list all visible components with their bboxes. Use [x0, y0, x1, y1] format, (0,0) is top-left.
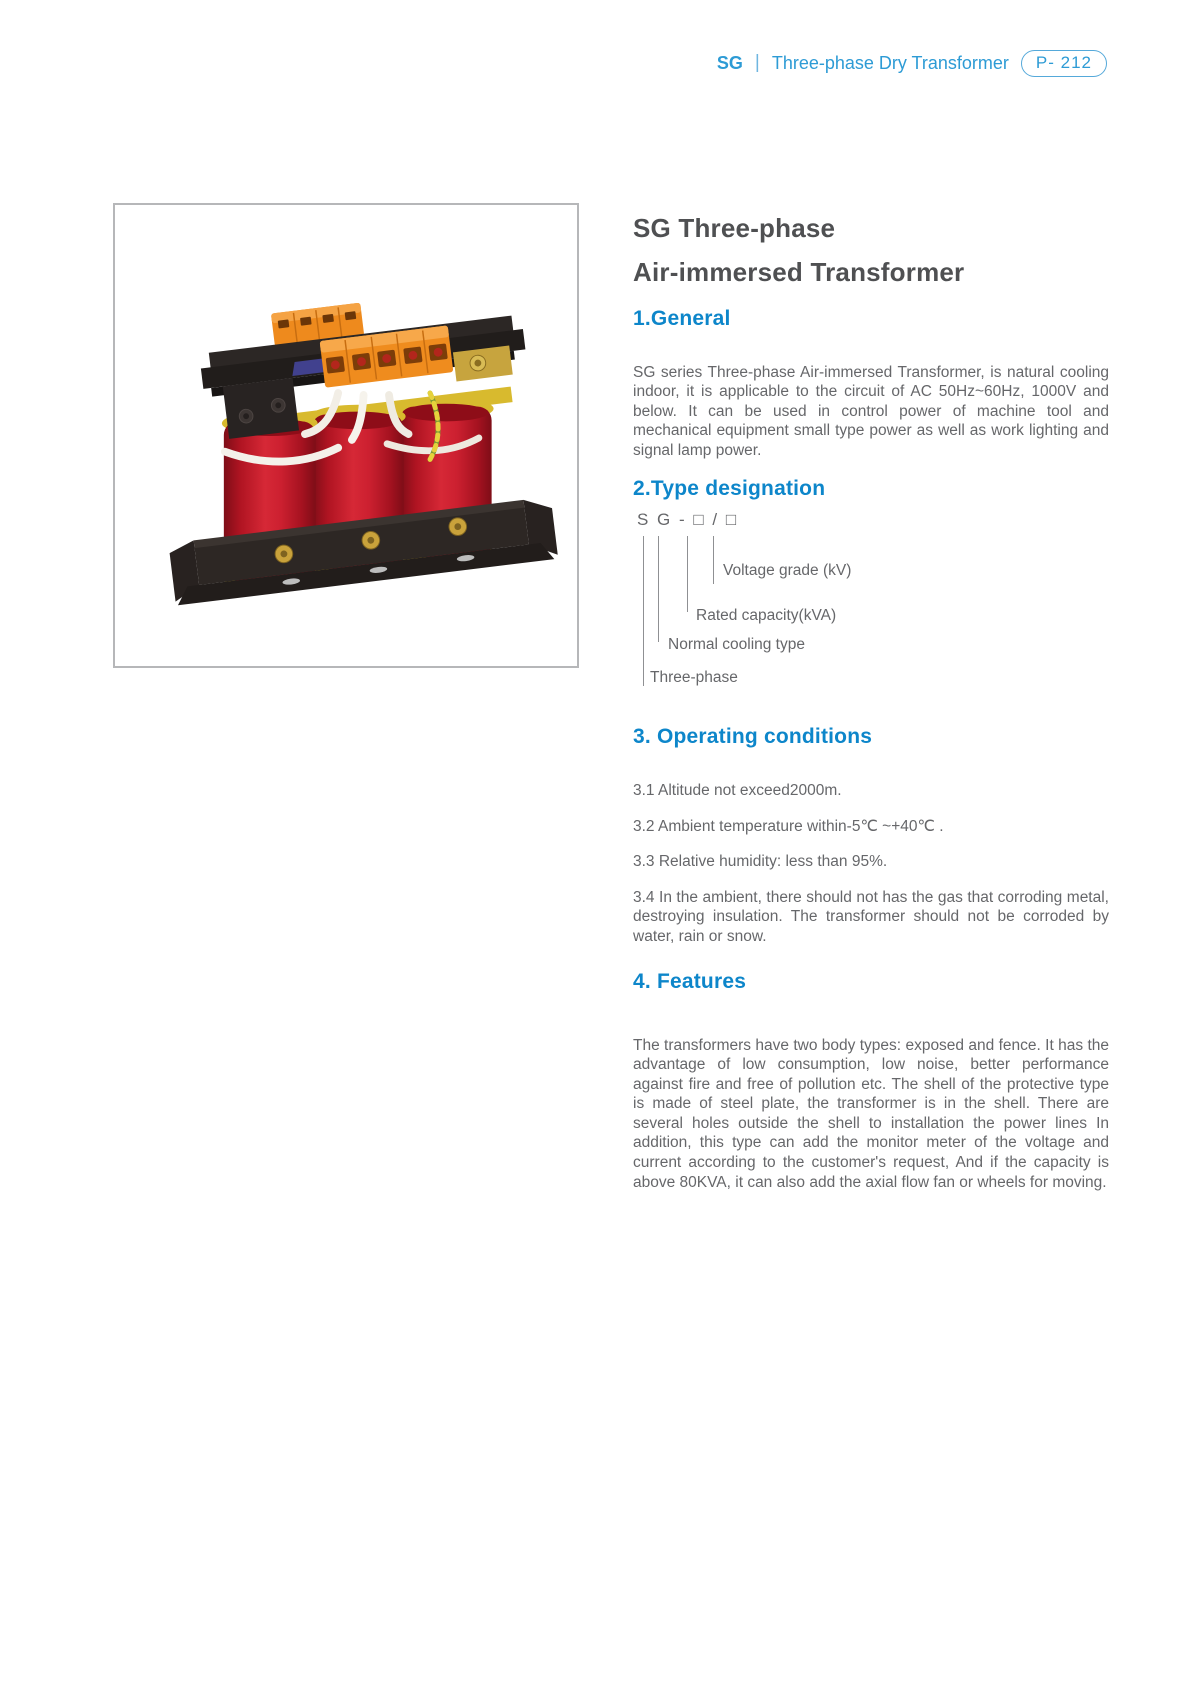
- designation-formula: S G - □ / □: [637, 510, 739, 529]
- designation-label-capacity: Rated capacity(kVA): [696, 607, 837, 624]
- features-paragraph: The transformers have two body types: exposed and fence. It has the advantage of low consumption, low noise, better performance against fire and free of pollution etc. The shell of the protective type is made of steel plate, the transformer is in the shell. There are several holes outside the shell to installation the power lines In addition, this type can add the monitor meter of the voltage and current according to the customer's request, And if the capacity is above 80KVA, it can also add the axial flow fan or wheels for moving.: [633, 1036, 1109, 1191]
- product-title: [633, 206, 964, 294]
- type-designation-diagram: [633, 510, 1109, 705]
- page-header: [717, 50, 1107, 77]
- operating-conditions-list: [633, 781, 1109, 963]
- page-number-badge: P- 212: [1021, 50, 1107, 77]
- designation-label-cooling: Normal cooling type: [668, 636, 805, 653]
- header-series: SG: [716, 53, 743, 73]
- product-title-line2: Air-immersed Transformer: [633, 257, 965, 288]
- section-heading-features: 4. Features: [633, 970, 747, 993]
- section-heading-type-designation: 2.Type designation: [633, 477, 826, 500]
- designation-line-cooling: [658, 536, 659, 642]
- operating-item-ambient: 3.4 In the ambient, there should not has the gas that corroding metal, destroying insulation. The transformer should not be corroded by water, rain or snow.: [633, 888, 1109, 945]
- designation-label-three-phase: Three-phase: [650, 669, 738, 686]
- designation-label-voltage: Voltage grade (kV): [723, 562, 852, 579]
- designation-line-capacity: [687, 536, 688, 612]
- header-subtitle: Three-phase Dry Transformer: [771, 53, 1009, 73]
- operating-item-temperature: 3.2 Ambient temperature within-5℃ ~+40℃ .: [633, 817, 944, 835]
- designation-line-voltage: [713, 536, 714, 584]
- general-paragraph: SG series Three-phase Air-immersed Transformer, is natural cooling indoor, it is applicable to the circuit of AC 50Hz~60Hz, 1000V and below. It can be used in control power of machine tool and mechanical equipment small type power as well as work lighting and signal lamp power.: [633, 363, 1109, 459]
- header-separator: |: [754, 51, 760, 73]
- section-heading-operating-conditions: 3. Operating conditions: [633, 725, 873, 748]
- section-heading-general: 1.General: [633, 307, 731, 330]
- product-title-line1: SG Three-phase: [633, 213, 836, 244]
- operating-item-humidity: 3.3 Relative humidity: less than 95%.: [633, 853, 888, 871]
- transformer-photo: [131, 221, 561, 651]
- operating-item-altitude: 3.1 Altitude not exceed2000m.: [633, 782, 842, 799]
- designation-line-three-phase: [643, 536, 644, 686]
- product-photo-frame: [113, 203, 579, 668]
